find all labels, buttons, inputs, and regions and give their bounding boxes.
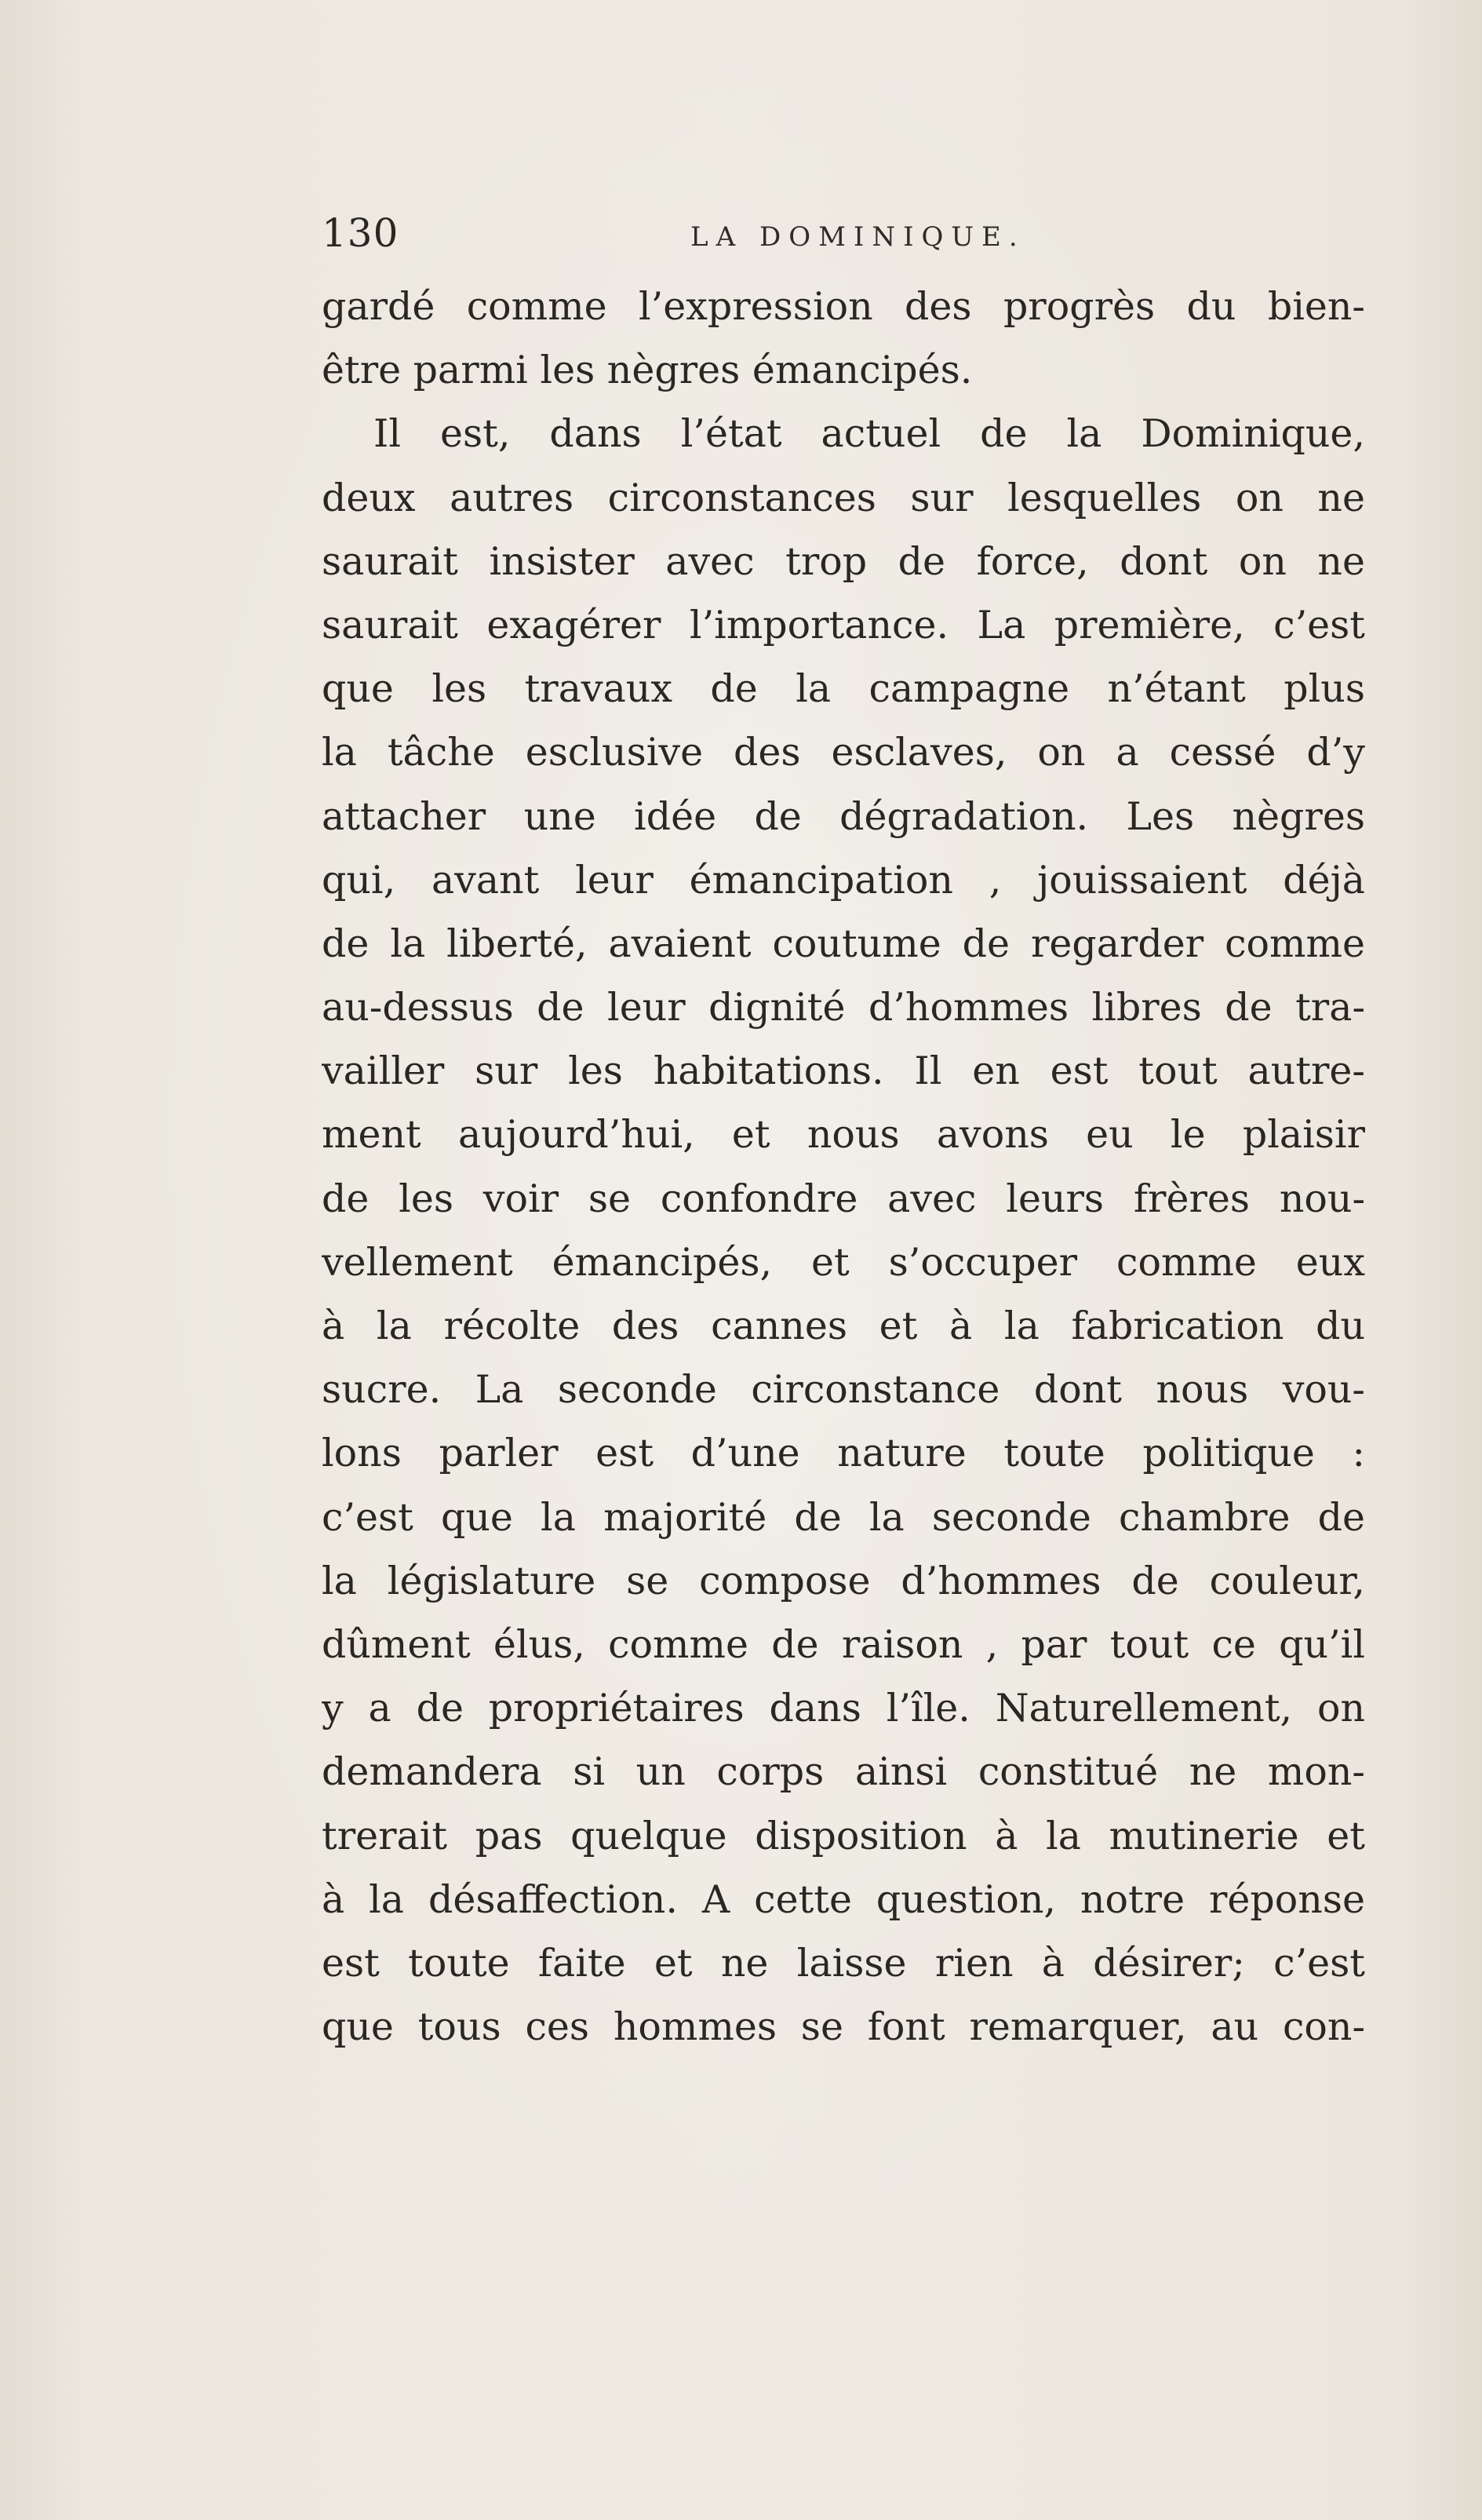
text-line: vailler sur les habitations. Il en est tout autre-: [322, 1048, 1365, 1094]
page-number: 130: [322, 210, 399, 256]
text-line: à la récolte des cannes et à la fabrication du: [322, 1304, 1365, 1348]
text-line: sucre. La seconde circonstance dont nous vou-: [322, 1367, 1365, 1413]
text-line: que les travaux de la campagne n’étant plus: [322, 666, 1365, 712]
text-line: saurait exagérer l’importance. La première, c’est: [322, 602, 1365, 647]
text-line: de les voir se confondre avec leurs frères nou-: [322, 1176, 1365, 1221]
text-line: y a de propriétaires dans l’île. Naturellement, on: [322, 1686, 1365, 1731]
text-line: que tous ces hommes se font remarquer, au con-: [322, 2004, 1365, 2050]
text-line: deux autres circonstances sur lesquelles on ne: [322, 475, 1365, 520]
text-line: au-dessus de leur dignité d’hommes libres de tra-: [322, 985, 1365, 1030]
text-line: à la désaffection. A cette question, notre réponse: [322, 1876, 1365, 1922]
text-line: est toute faite et ne laisse rien à désirer; c’est: [322, 1940, 1365, 1986]
text-line: la tâche esclusive des esclaves, on a cessé d’y: [322, 730, 1365, 775]
text-line: attacher une idée de dégradation. Les nègres: [322, 793, 1365, 839]
text-line: ment aujourd’hui, et nous avons eu le plaisir: [322, 1112, 1365, 1158]
text-line: qui, avant leur émancipation , jouissaient déjà: [322, 857, 1365, 903]
text-line: de la liberté, avaient coutume de regarder comme: [322, 921, 1365, 966]
text-line: dûment élus, comme de raison , par tout ce qu’il: [322, 1621, 1365, 1667]
text-line: c’est que la majorité de la seconde chambre de: [322, 1494, 1365, 1540]
text-line: trerait pas quelque disposition à la mutinerie et: [322, 1813, 1365, 1858]
text-line: la législature se compose d’hommes de couleur,: [322, 1558, 1365, 1603]
running-title: LA DOMINIQUE.: [690, 221, 1025, 253]
text-line: saurait insister avec trop de force, dont on ne: [322, 538, 1365, 584]
body-text: [322, 275, 1365, 2059]
text-line: Il est, dans l’état actuel de la Dominique,: [373, 411, 1365, 457]
running-head: [322, 210, 1365, 273]
text-line: être parmi les nègres émancipés.: [322, 348, 973, 393]
text-line: demandera si un corps ainsi constitué ne mon-: [322, 1749, 1365, 1795]
text-line: gardé comme l’expression des progrès du bien-: [322, 284, 1365, 329]
text-line: vellement émancipés, et s’occuper comme eux: [322, 1239, 1365, 1285]
text-line: lons parler est d’une nature toute politique :: [322, 1431, 1365, 1476]
